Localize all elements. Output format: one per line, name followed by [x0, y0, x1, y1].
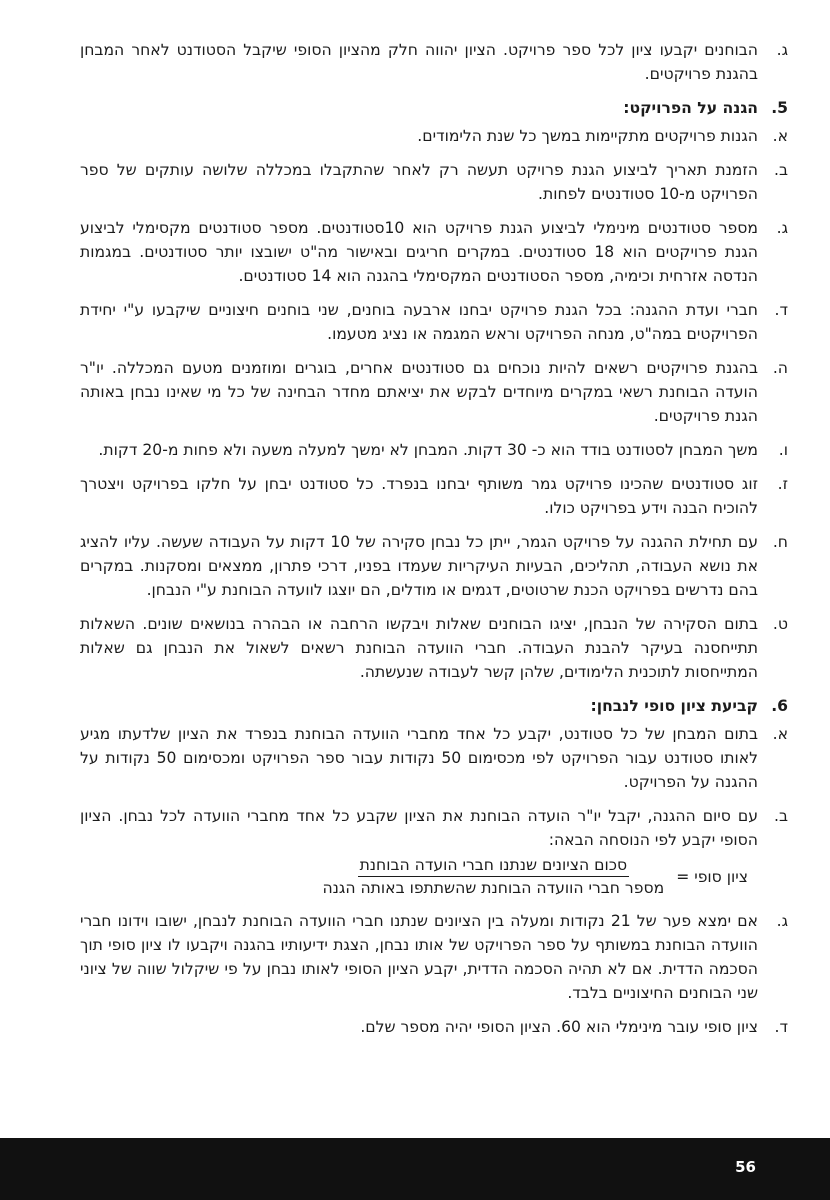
- list-item: [80, 356, 788, 428]
- section-title: קביעת ציון סופי לנבחן:: [590, 697, 758, 715]
- item-text: בהגנת פרויקטים רשאים להיות נוכחים גם סטודנטים אחרים, בוגרים ומוזמנים מטעם המכללה. יו"ר הועדה הבוחנת רשאי במקרים מיוחדים לבקש את יציאתם מחדר הבחינה של כל מי שאינו נבחן באותה הגנת פרויקטים.: [80, 359, 758, 425]
- item-marker: ז.: [777, 475, 788, 493]
- item-text: משך המבחן לסטודנט בודד הוא כ- 30 דקות. המבחן לא ימשך למעלה משעה ולא פחות מ-20 דקות.: [98, 441, 758, 459]
- formula-denominator: מספר חברי הוועדה הבוחנת שהשתתפו באותה הגנה: [322, 879, 665, 897]
- item-text: הגנות פרויקטים מתקיימות במשך כל שנת הלימודים.: [417, 127, 758, 145]
- section-5-heading: [80, 96, 788, 120]
- item-marker: א.: [772, 127, 788, 145]
- section-6-heading: [80, 694, 788, 718]
- formula-lhs: ציון סופי =: [676, 867, 748, 886]
- item-text: הבוחנים יקבעו ציון לכל ספר פרויקט. הציון יהווה חלק מהציון הסופי שיקבל הסטודנט לאחר המבחן בהגנת פרויקטים.: [80, 41, 758, 83]
- page-number: 56: [735, 1158, 756, 1176]
- item-body: [80, 804, 758, 899]
- list-item: [80, 216, 788, 288]
- list-item: [80, 1015, 788, 1039]
- item-text: עם סיום ההגנה, יקבל יו"ר הועדה הבוחנת את הציון שקבע כל אחד מחברי הוועדה לכל נבחן. הציון הסופי יקבע לפי הנוסחה הבאה:: [80, 807, 758, 849]
- page-footer-bar: [0, 1138, 830, 1200]
- formula-fraction: [320, 854, 666, 899]
- item-marker: ג.: [776, 912, 788, 930]
- item-marker: ג.: [776, 41, 788, 59]
- final-grade-formula: [80, 854, 758, 899]
- item-marker: ד.: [774, 1018, 788, 1036]
- item-text: הזמנת תאריך לביצוע הגנת פרויקט תעשה רק לאחר שהתקבלו במכללה שלושה עותקים של ספר הפרויקט מ-10 סטודנטים לפחות.: [80, 161, 758, 203]
- section-number: 6.: [771, 697, 788, 715]
- item-text: אם ימצא פער של 21 נקודות ומעלה בין הציונים שנתנו חברי הוועדה הבוחנת לנבחן, ישובו וידונו חברי הוועדה הבוחנת במשותף על ספר הפרויקט של אותו נבחן, הצגת ידיעותיו בהגנה ויקבעו לו ציון סופי תוך הסכמה הדדית. אם לא תהיה הסכמה הדדית, יקבע הציון הסופי לאותו נבחן על פי שיקלול שווה של ציוני שני הבוחנים החיצוניים בלבד.: [80, 912, 758, 1002]
- item-text: ציון סופי עובר מינימלי הוא 60. הציון הסופי יהיה מספר שלם.: [360, 1018, 758, 1036]
- item-marker: ח.: [772, 533, 788, 551]
- list-item: [80, 158, 788, 206]
- list-item: [80, 804, 788, 899]
- section-title: הגנה על הפרויקט:: [623, 99, 758, 117]
- item-text: זוג סטודנטים שהכינו פרויקט גמר משותף יבחנו בנפרד. כל סטודנט יבחן על חלקו בפרויקט ויצטרך להוכיח הבנה וידע בפרויקט כולו.: [80, 475, 758, 517]
- list-item: [80, 438, 788, 462]
- item-marker: ד.: [774, 301, 788, 319]
- list-item: [80, 472, 788, 520]
- list-item: [80, 298, 788, 346]
- item-text: עם תחילת ההגנה על פרויקט הגמר, ייתן כל נבחן סקירה של 10 דקות על העבודה שעשה. עליו להציג את נושא העבודה, תהליכים, הבעיות העיקריות שעמדו בפניו, דרכי פתרון, ממצאים ומסקנות. במקרים בהם נדרשים בפרויקט הכנת שרטוטים, דגמים או מודלים, הם יוצגו לוועדה הבוחנת ע"י הנבחן.: [80, 533, 758, 599]
- item-marker: א.: [772, 725, 788, 743]
- item-text: בתום הסקירה של הנבחן, יציגו הבוחנים שאלות ויבקשו הרחבה או הבהרה בנושאים שונים. השאלות תתייחסנה בעיקר להבנת העבודה. חברי הוועדה הבוחנת רשאים לשאול את הנבחן גם שאלות המתייחסות לתוכנית הלימודים, שלהן קשר לעבודה שנעשתה.: [80, 615, 758, 681]
- item-marker: ב.: [774, 807, 788, 825]
- list-item: [80, 530, 788, 602]
- item-marker: ו.: [778, 441, 788, 459]
- item-marker: ב.: [774, 161, 788, 179]
- item-marker: ט.: [772, 615, 788, 633]
- list-item: [80, 124, 788, 148]
- formula-numerator: סכום הציונים שנתנו חברי הועדה הבוחנת: [358, 854, 630, 877]
- item-text: בתום המבחן של כל סטודנט, יקבע כל אחד מחברי הוועדה הבוחנת בנפרד את הציון שלדעתו מגיע לאותו סטודנט עבור הפרויקט לפי מכסימום 50 נקודות עבור ספר הפרויקט ומכסימום 50 נקודות על ההגנה על הפרויקט.: [80, 725, 759, 791]
- list-item-intro: [80, 38, 788, 86]
- item-marker: ג.: [776, 219, 788, 237]
- item-text: חברי ועדת ההגנה: בכל הגנת פרויקט יבחנו ארבעה בוחנים, שני בוחנים חיצוניים שיקבעו ע"י יחידת הפרויקטים במה"ט, מנחה הפרויקט וראש המגמה או נציג מטעמו.: [80, 301, 758, 343]
- section-number: 5.: [771, 99, 788, 117]
- list-item: [80, 612, 788, 684]
- item-text: מספר סטודנטים מינימלי לביצוע הגנת פרויקט הוא 10סטודנטים. מספר סטודנטים מקסימלי לביצוע הגנת פרויקטים הוא 18 סטודנטים. במקרים חריגים ובאישור מה"ט ישובצו יותר סטודנטים. במגמות הנדסה אזרחית וכימיה, מספר הסטודנטים המקסימלי בהגנה הוא 14 סטודנטים.: [80, 219, 758, 285]
- list-item: [80, 909, 788, 1005]
- list-item: [80, 722, 788, 794]
- item-marker: ה.: [772, 359, 788, 377]
